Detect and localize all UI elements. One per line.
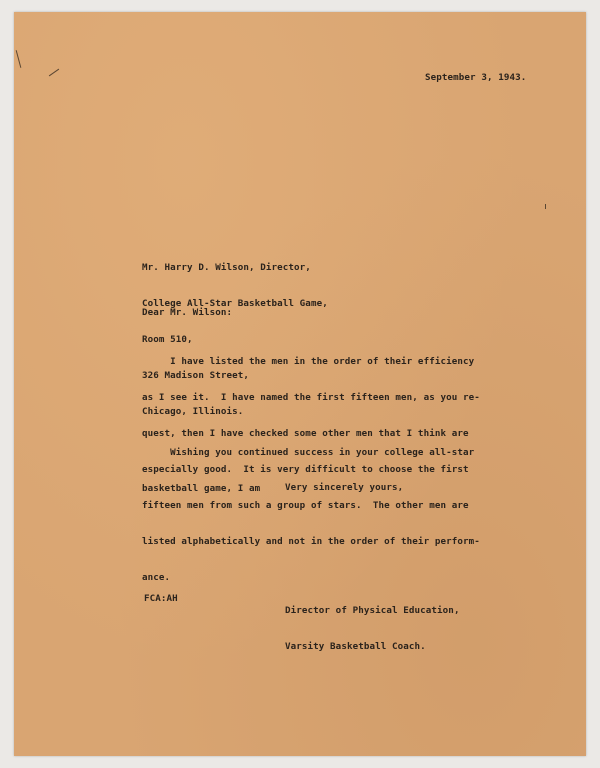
signature-line: Director of Physical Education,: [285, 605, 460, 616]
closing: Very sincerely yours,: [285, 482, 404, 493]
body-line: fifteen men from such a group of stars. The other men are: [142, 500, 469, 511]
paper-mark: [16, 50, 22, 68]
body-line: I have listed the men in the order of their efficiency: [142, 356, 475, 367]
body-line: listed alphabetically and not in the order of their perform-: [142, 536, 480, 547]
typist-initials: FCA:AH: [144, 593, 178, 604]
signature-block: [285, 581, 460, 677]
paper-mark: [49, 69, 59, 77]
salutation: Dear Mr. Wilson:: [142, 307, 233, 318]
body-line: especially good. It is very difficult to choose the first: [142, 464, 469, 475]
address-line: Room 510,: [142, 334, 193, 345]
letter-sheet: [14, 12, 586, 756]
address-line: Mr. Harry D. Wilson, Director,: [142, 262, 311, 273]
body-line: quest, then I have checked some other men that I think are: [142, 428, 469, 439]
body-line: ance.: [142, 572, 171, 583]
signature-line: Varsity Basketball Coach.: [285, 641, 426, 652]
body-line: as I see it. I have named the first fifteen men, as you re-: [142, 392, 480, 403]
address-line: 326 Madison Street,: [142, 370, 249, 381]
body-paragraph-2: [142, 423, 474, 519]
address-line: Chicago, Illinois.: [142, 406, 244, 417]
body-line: basketball game, I am: [142, 483, 261, 494]
paper-mark: [545, 204, 546, 209]
letter-date: September 3, 1943.: [425, 72, 527, 83]
address-line: College All-Star Basketball Game,: [142, 298, 328, 309]
body-line: Wishing you continued success in your college all-star: [142, 447, 475, 458]
